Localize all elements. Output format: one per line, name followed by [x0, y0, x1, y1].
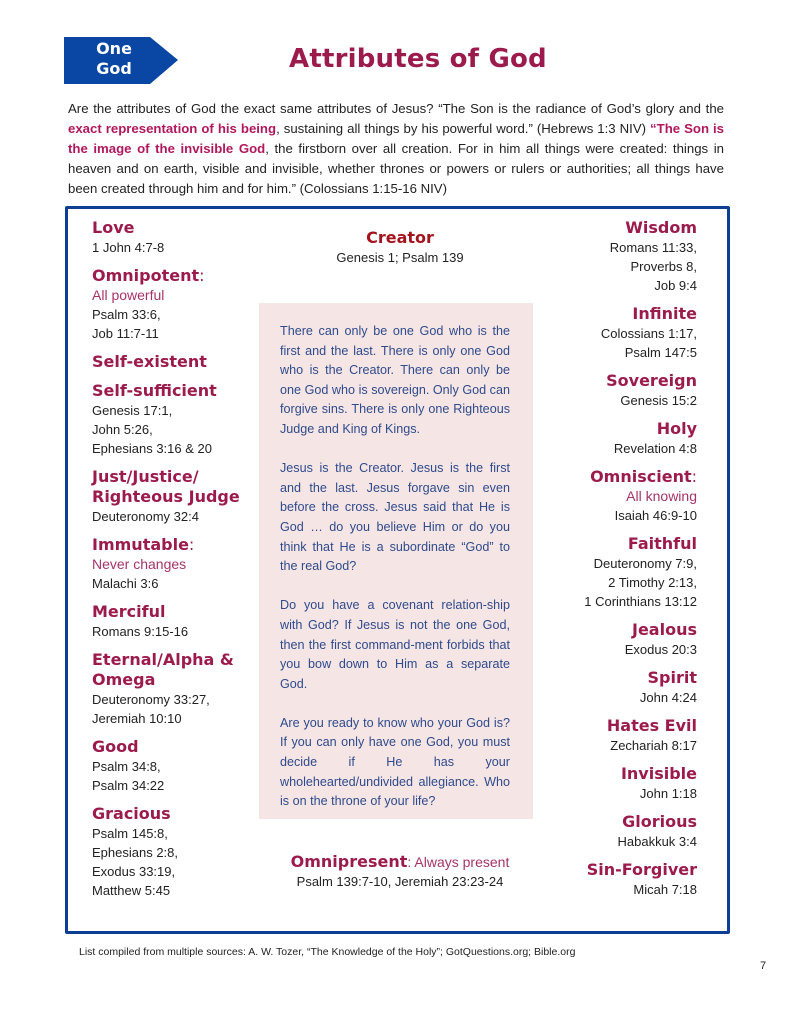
scripture-reference: Revelation 4:8 — [613, 441, 697, 456]
scripture-reference: Genesis 17:1, — [92, 403, 173, 418]
attribute-name — [92, 352, 252, 372]
attribute-item — [92, 266, 252, 343]
attribute-item — [92, 218, 252, 257]
attribute-name — [540, 304, 697, 324]
scripture-reference: Colossians 1:17, — [600, 326, 697, 341]
attribute-item — [92, 650, 252, 728]
attribute-name-text: Just/Justice/ Righteous Judge — [92, 467, 240, 506]
intro-text-2: , sustaining all things by his powerful word.” (Hebrews 1:3 NIV) — [276, 121, 651, 136]
scripture-reference: Romans 9:15-16 — [92, 624, 189, 639]
scripture-reference: Proverbs 8, — [630, 259, 697, 274]
omnipresent-attribute — [270, 852, 530, 891]
left-attribute-column — [92, 218, 252, 909]
scripture-reference: Ephesians 2:8, — [92, 845, 179, 860]
attribute-name — [540, 620, 697, 640]
attribute-colon: : — [691, 467, 697, 486]
scripture-reference: John 5:26, — [92, 422, 153, 437]
attribute-name-text: Self-sufficient — [92, 381, 217, 400]
attribute-colon: : — [199, 266, 205, 285]
attribute-name-text: Sovereign — [606, 371, 697, 390]
attribute-name-text: Sin-Forgiver — [586, 860, 697, 879]
attribute-item — [92, 352, 252, 372]
scripture-reference: Deuteronomy 33:27, — [92, 692, 210, 707]
scripture-reference: 1 Corinthians 13:12 — [584, 594, 697, 609]
intro-text-1: Are the attributes of God the exact same attributes of Jesus? “The Son is the radiance of God’s glory and the — [68, 101, 724, 116]
scripture-reference: Ephesians 3:16 & 20 — [92, 441, 212, 456]
attribute-name: Omnipresent — [290, 852, 408, 871]
attribute-name — [540, 764, 697, 784]
attribute-name-text: Omniscient — [590, 467, 692, 486]
scripture-reference: Psalm 145:8, — [92, 826, 168, 841]
scripture-reference: Matthew 5:45 — [92, 883, 171, 898]
right-attribute-column — [540, 218, 697, 908]
attribute-name — [92, 535, 252, 555]
scripture-reference: Deuteronomy 7:9, — [593, 556, 697, 571]
attribute-name-text: Glorious — [622, 812, 697, 831]
attribute-colon: : — [188, 535, 195, 554]
attribute-item — [92, 381, 252, 458]
attribute-name-text: Holy — [656, 419, 697, 438]
scripture-reference: Isaiah 46:9-10 — [614, 508, 697, 523]
attribute-item — [92, 737, 252, 795]
creator-attribute — [300, 228, 500, 267]
attribute-name — [92, 650, 252, 690]
reflection-paragraph: Jesus is the Creator. Jesus is the first and the last. Jesus forgave sin even before the cross. Jesus said that He is God … do you believe Him or do you think that He is a subordinate “God” to the real God? — [280, 461, 510, 574]
scripture-reference: Malachi 3:6 — [92, 576, 159, 591]
scripture-reference: Micah 7:18 — [633, 882, 697, 897]
attribute-colon: : — [407, 854, 412, 870]
scripture-reference: John 4:24 — [639, 690, 697, 705]
attribute-item — [540, 371, 697, 410]
attribute-name — [540, 419, 697, 439]
reflection-paragraph: Do you have a covenant relation-ship with God? If Jesus is not the one God, then the first command-ment forbids that you bow down to Him as a separate God. — [280, 598, 510, 691]
scripture-reference: Job 11:7-11 — [92, 326, 159, 341]
reflection-paragraph: There can only be one God who is the first and the last. There is only one God who is the Creator. There can only be one God who is sovereign. Only God can forgive sins. There is only one Righteous Judge and King of Kings. — [280, 324, 510, 436]
attribute-name — [540, 860, 697, 880]
scripture-reference: Psalm 33:6, — [92, 307, 161, 322]
scripture-reference: Psalm 34:8, — [92, 759, 161, 774]
attribute-name-text: Hates Evil — [606, 716, 697, 735]
scripture-reference: Zechariah 8:17 — [610, 738, 697, 753]
attribute-name — [540, 668, 697, 688]
sources-note: List compiled from multiple sources: A. W. Tozer, “The Knowledge of the Holy”; GotQuestions.org; Bible.org — [79, 946, 576, 958]
attribute-name — [540, 716, 697, 736]
attribute-item — [540, 620, 697, 659]
reflection-text — [280, 322, 510, 831]
attribute-name-text: Immutable — [92, 535, 189, 554]
tag-line-2: God — [96, 59, 132, 78]
attribute-name — [92, 266, 252, 286]
scripture-reference: John 1:18 — [639, 786, 697, 801]
attribute-subtitle: Never changes — [92, 556, 187, 572]
attribute-name — [540, 371, 697, 391]
scripture-reference: Romans 11:33, — [609, 240, 697, 255]
attribute-name — [92, 804, 252, 824]
attribute-name: Creator — [366, 228, 434, 247]
attribute-item — [540, 304, 697, 362]
scripture-reference: Deuteronomy 32:4 — [92, 509, 199, 524]
attribute-item — [540, 419, 697, 458]
page-title: Attributes of God — [289, 44, 547, 74]
attribute-subtitle: All powerful — [92, 287, 165, 303]
attribute-item — [92, 535, 252, 593]
page-number: 7 — [760, 960, 767, 972]
attribute-subtitle: Always present — [411, 854, 510, 870]
attribute-name-text: Good — [92, 737, 139, 756]
attribute-name-text: Invisible — [620, 764, 697, 783]
attribute-item — [92, 804, 252, 900]
attribute-name-text: Self-existent — [92, 352, 207, 371]
attribute-name — [540, 218, 697, 238]
scripture-reference: 2 Timothy 2:13, — [608, 575, 697, 590]
attribute-refs: Genesis 1; Psalm 139 — [336, 250, 464, 265]
scripture-reference: Jeremiah 10:10 — [92, 711, 182, 726]
scripture-reference: Habakkuk 3:4 — [617, 834, 697, 849]
attribute-name-text: Spirit — [647, 668, 697, 687]
attribute-name — [92, 381, 252, 401]
attribute-name-text: Wisdom — [625, 218, 697, 237]
attribute-name — [92, 218, 252, 238]
scripture-reference: Exodus 20:3 — [624, 642, 697, 657]
attribute-name — [92, 467, 252, 507]
attribute-name-text: Omnipotent — [92, 266, 200, 285]
tag-line-1: One — [96, 39, 132, 58]
intro-highlight-2: “The Son is the image of the invisible God — [68, 121, 725, 156]
scripture-reference: Genesis 15:2 — [620, 393, 697, 408]
attribute-item — [540, 534, 697, 611]
scripture-reference: Job 9:4 — [654, 278, 697, 293]
attribute-name — [540, 467, 697, 487]
intro-highlight-1: exact representation of his being — [68, 121, 277, 136]
attribute-name — [92, 737, 252, 757]
intro-text-3: , the firstborn over all creation. For in him all things were created: things in heaven and on earth, visible and invisible, whether thrones or powers or rulers or authorities; all things have been created through him and for him.” (Colossians 1:15-16 NIV) — [68, 141, 724, 196]
attribute-refs: Psalm 139:7-10, Jeremiah 23:23-24 — [296, 874, 504, 889]
attribute-item — [540, 812, 697, 851]
attribute-name-text: Eternal/Alpha & Omega — [92, 650, 234, 689]
section-tag-label — [64, 39, 164, 79]
attribute-name — [92, 602, 252, 622]
attribute-item — [540, 764, 697, 803]
reflection-paragraph: Are you ready to know who your God is? If you can only have one God, you must decide if He has your wholehearted/undivided allegiance. Who is on the throne of your life? — [280, 715, 510, 809]
attribute-name-text: Faithful — [627, 534, 697, 553]
scripture-reference: Exodus 33:19, — [92, 864, 176, 879]
attribute-item — [92, 602, 252, 641]
attribute-item — [540, 467, 697, 525]
scripture-reference: Psalm 34:22 — [92, 778, 165, 793]
attribute-name-text: Love — [92, 218, 135, 237]
attribute-name-text: Gracious — [92, 804, 171, 823]
attribute-item — [540, 218, 697, 295]
attribute-name-text: Infinite — [632, 304, 697, 323]
attribute-subtitle: All knowing — [626, 488, 697, 504]
attribute-name — [540, 812, 697, 832]
intro-paragraph — [68, 99, 724, 199]
attribute-item — [540, 668, 697, 707]
attribute-name-text: Merciful — [92, 602, 166, 621]
attribute-item — [540, 716, 697, 755]
attribute-name — [540, 534, 697, 554]
attribute-item — [92, 467, 252, 526]
scripture-reference: 1 John 4:7-8 — [92, 240, 165, 255]
attribute-name-text: Jealous — [632, 620, 697, 639]
scripture-reference: Psalm 147:5 — [624, 345, 697, 360]
attribute-item — [540, 860, 697, 899]
